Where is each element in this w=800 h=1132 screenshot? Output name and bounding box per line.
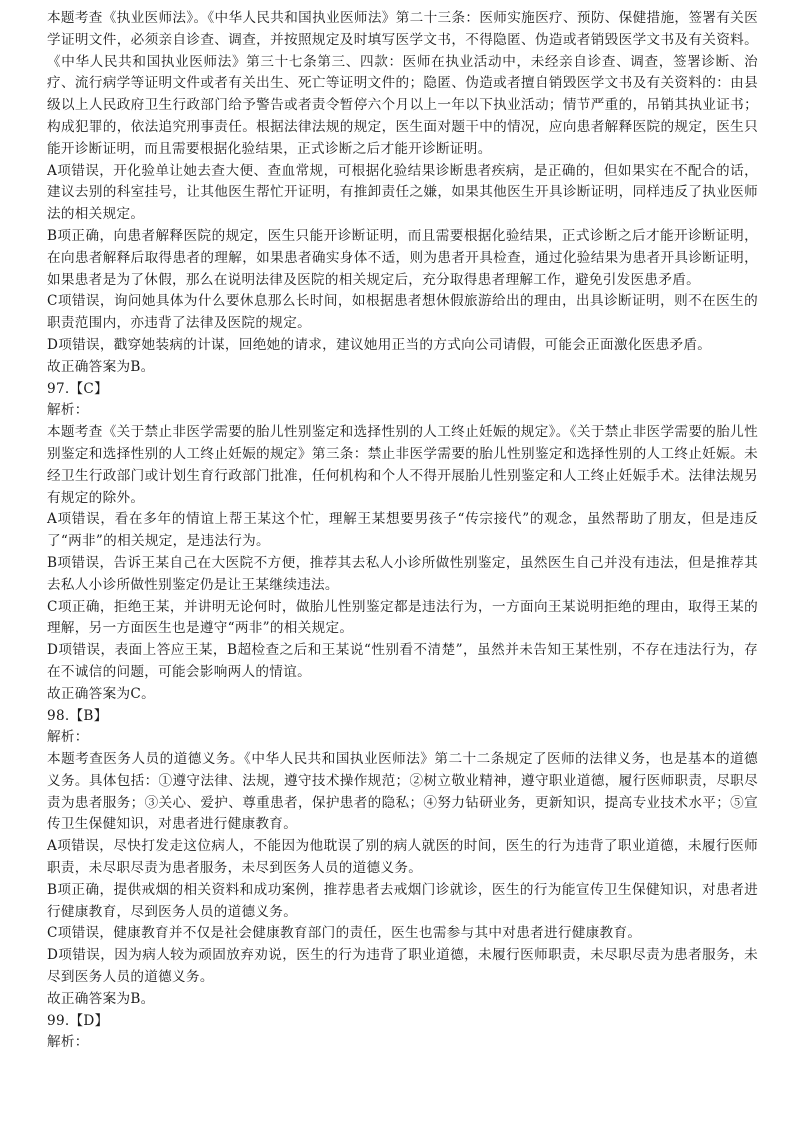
- paragraph: C项错误，健康教育并不仅是社会健康教育部门的责任，医生也需参与其中对患者进行健康教育。: [47, 925, 642, 942]
- paragraph: 本题考查《关于禁止非医学需要的胎儿性别鉴定和选择性别的人工终止妊娠的规定》。《关于禁止非医学需要的胎儿性别鉴定和选择性别的人工终止妊娠的规定》第三条：禁止非医学需要的胎儿性别鉴定和选择性别的人工终止妊娠。未经卫生行政部门或计划生育行政部门批准，任何机构和个人不得开展胎儿性别鉴定和人工终止妊娠手术。法律法规另有规定的除外。: [47, 424, 758, 506]
- paragraph: C项错误，询问她具体为什么要休息那么长时间，如根据患者想休假旅游给出的理由，出具诊断证明，则不在医生的职责范围内，亦违背了法律及医院的规定。: [47, 293, 758, 332]
- analysis-label: 解析：: [47, 402, 89, 419]
- conclusion: 故正确答案为B。: [47, 358, 155, 375]
- paragraph: C项正确，拒绝王某，并讲明无论何时，做胎儿性别鉴定都是违法行为，一方面向王某说明拒绝的理由，取得王某的理解，另一方面医生也是遵守“两非”的相关规定。: [47, 598, 758, 637]
- paragraph: D项错误，因为病人较为顽固放弃劝说，医生的行为违背了职业道德，未履行医师职责，未尽职尽责为患者服务，未尽到医务人员的道德义务。: [47, 947, 758, 986]
- analysis-label: 解析：: [47, 1034, 89, 1051]
- paragraph: B项正确，向患者解释医院的规定，医生只能开诊断证明，而且需要根据化验结果，正式诊断之后才能开诊断证明，在向患者解释后取得患者的理解，如果患者确实身体不适，则为患者开具检查，通过化验结果为患者开具诊断证明，如果患者是为了休假，那么在说明法律及医院的相关规定后，充分取得患者理解工作，避免引发医患矛盾。: [47, 227, 758, 288]
- conclusion: 故正确答案为B。: [47, 990, 155, 1007]
- conclusion: 故正确答案为C。: [47, 685, 155, 702]
- paragraph: 本题考查医务人员的道德义务。《中华人民共和国执业医师法》第二十二条规定了医师的法律义务，也是基本的道德义务。具体包括：①遵守法律、法规，遵守技术操作规范；②树立敬业精神，遵守职业道德，履行医师职责，尽职尽责为患者服务；③关心、爱护、尊重患者，保护患者的隐私；④努力钻研业务，更新知识，提高专业技术水平；⑤宣传卫生保健知识，对患者进行健康教育。: [47, 751, 758, 833]
- analysis-label: 解析：: [47, 729, 89, 746]
- paragraph: A项错误，看在多年的情谊上帮王某这个忙，理解王某想要男孩子“传宗接代”的观念，虽然帮助了朋友，但是违反了“两非”的相关规定，是违法行为。: [47, 511, 758, 550]
- paragraph: D项错误，表面上答应王某，B超检查之后和王某说“性别看不清楚”，虽然并未告知王某性别，不存在违法行为，存在不诚信的问题，可能会影响两人的情谊。: [47, 642, 758, 680]
- question-answer: 97.【C】: [47, 380, 109, 397]
- paragraph: D项错误，戳穿她装病的计谋，回绝她的请求，建议她用正当的方式向公司请假，可能会正面激化医患矛盾。: [47, 336, 712, 353]
- paragraph: 本题考查《执业医师法》。《中华人民共和国执业医师法》第二十三条：医师实施医疗、预防、保健措施，签署有关医学证明文件，必须亲自诊查、调查，并按照规定及时填写医学文书，不得隐匿、伪造或者销毁医学文书及有关资料。《中华人民共和国执业医师法》第三十七条第三、四款：医师在执业活动中，未经亲自诊查、调查，签署诊断、治疗、流行病学等证明文件或者有关出生、死亡等证明文件的；隐匿、伪造或者擅自销毁医学文书及有关资料的：由县级以上人民政府卫生行政部门给予警告或者责令暂停六个月以上一年以下执业活动；情节严重的，吊销其执业证书；构成犯罪的，依法追究刑事责任。根据法律法规的规定，医生面对题干中的情况，应向患者解释医院的规定，医生只能开诊断证明，而且需要根据化验结果，正式诊断之后才能开诊断证明。: [47, 10, 758, 157]
- paragraph: B项错误，告诉王某自己在大医院不方便，推荐其去私人小诊所做性别鉴定，虽然医生自己并没有违法，但是推荐其去私人小诊所做性别鉴定仍是让王某继续违法。: [47, 554, 758, 593]
- question-answer: 99.【D】: [47, 1012, 109, 1029]
- question-answer: 98.【B】: [47, 707, 108, 724]
- paragraph: A项错误，尽快打发走这位病人，不能因为他耽误了别的病人就医的时间，医生的行为违背了职业道德，未履行医师职责，未尽职尽责为患者服务，未尽到医务人员的道德义务。: [47, 838, 758, 877]
- paragraph: A项错误，开化验单让她去查大便、查血常规，可根据化验结果诊断患者疾病，是正确的，但如果实在不配合的话，建议去别的科室挂号，让其他医生帮忙开证明，有推卸责任之嫌，如果其他医生开具诊断证明，同样违反了执业医师法的相关规定。: [47, 162, 758, 223]
- paragraph: B项正确，提供戒烟的相关资料和成功案例，推荐患者去戒烟门诊就诊，医生的行为能宣传卫生保健知识，对患者进行健康教育，尽到医务人员的道德义务。: [47, 881, 758, 920]
